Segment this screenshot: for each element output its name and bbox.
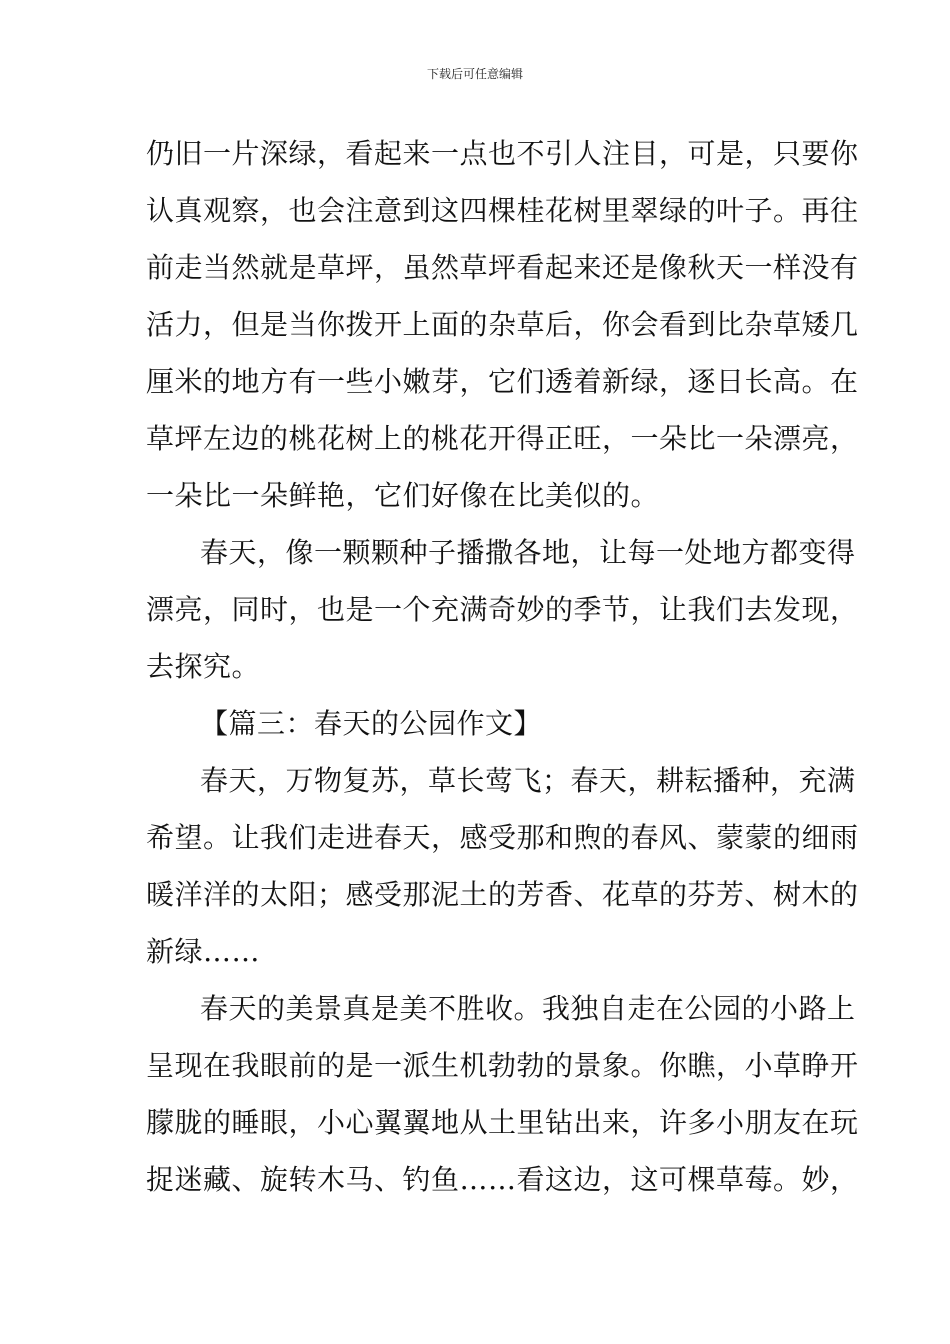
text-line: 希望。让我们走进春天，感受那和煦的春风、蒙蒙的细雨 [146, 821, 859, 854]
text-line: 仍旧一片深绿，看起来一点也不引人注目，可是，只要你 [146, 137, 859, 170]
text-line: 新绿…… [146, 935, 261, 968]
text-line: 捉迷藏、旋转木马、钓鱼……看这边，这可棵草莓。妙， [146, 1163, 859, 1196]
text-line: 活力，但是当你拨开上面的杂草后，你会看到比杂草矮几 [146, 308, 859, 341]
text-line: 草坪左边的桃花树上的桃花开得正旺，一朵比一朵漂亮， [146, 422, 859, 455]
text-line: 朦胧的睡眼，小心翼翼地从土里钻出来，许多小朋友在玩 [146, 1106, 859, 1139]
text-line: 一朵比一朵鲜艳，它们好像在比美似的。 [146, 479, 660, 512]
text-line: 呈现在我眼前的是一派生机勃勃的景象。你瞧，小草睁开 [146, 1049, 859, 1082]
text-line: 厘米的地方有一些小嫩芽，它们透着新绿，逐日长高。在 [146, 365, 859, 398]
section-heading-text: 【篇三：春天的公园作文】 [200, 707, 543, 740]
page-header: 下载后可任意编辑 [426, 67, 523, 81]
text-line: 春天，万物复苏，草长莺飞；春天，耕耘播种，充满 [200, 764, 856, 797]
text-line: 去探究。 [146, 650, 261, 683]
text-line: 漂亮，同时，也是一个充满奇妙的季节，让我们去发现， [146, 593, 859, 626]
text-line: 认真观察，也会注意到这四棵桂花树里翠绿的叶子。再往 [146, 194, 859, 227]
text-line: 春天的美景真是美不胜收。我独自走在公园的小路上 [200, 992, 856, 1025]
text-line: 暖洋洋的太阳；感受那泥土的芳香、花草的芬芳、树木的 [146, 878, 859, 911]
text-line: 前走当然就是草坪，虽然草坪看起来还是像秋天一样没有 [146, 251, 859, 284]
text-line: 春天，像一颗颗种子播撒各地，让每一处地方都变得 [200, 536, 856, 569]
